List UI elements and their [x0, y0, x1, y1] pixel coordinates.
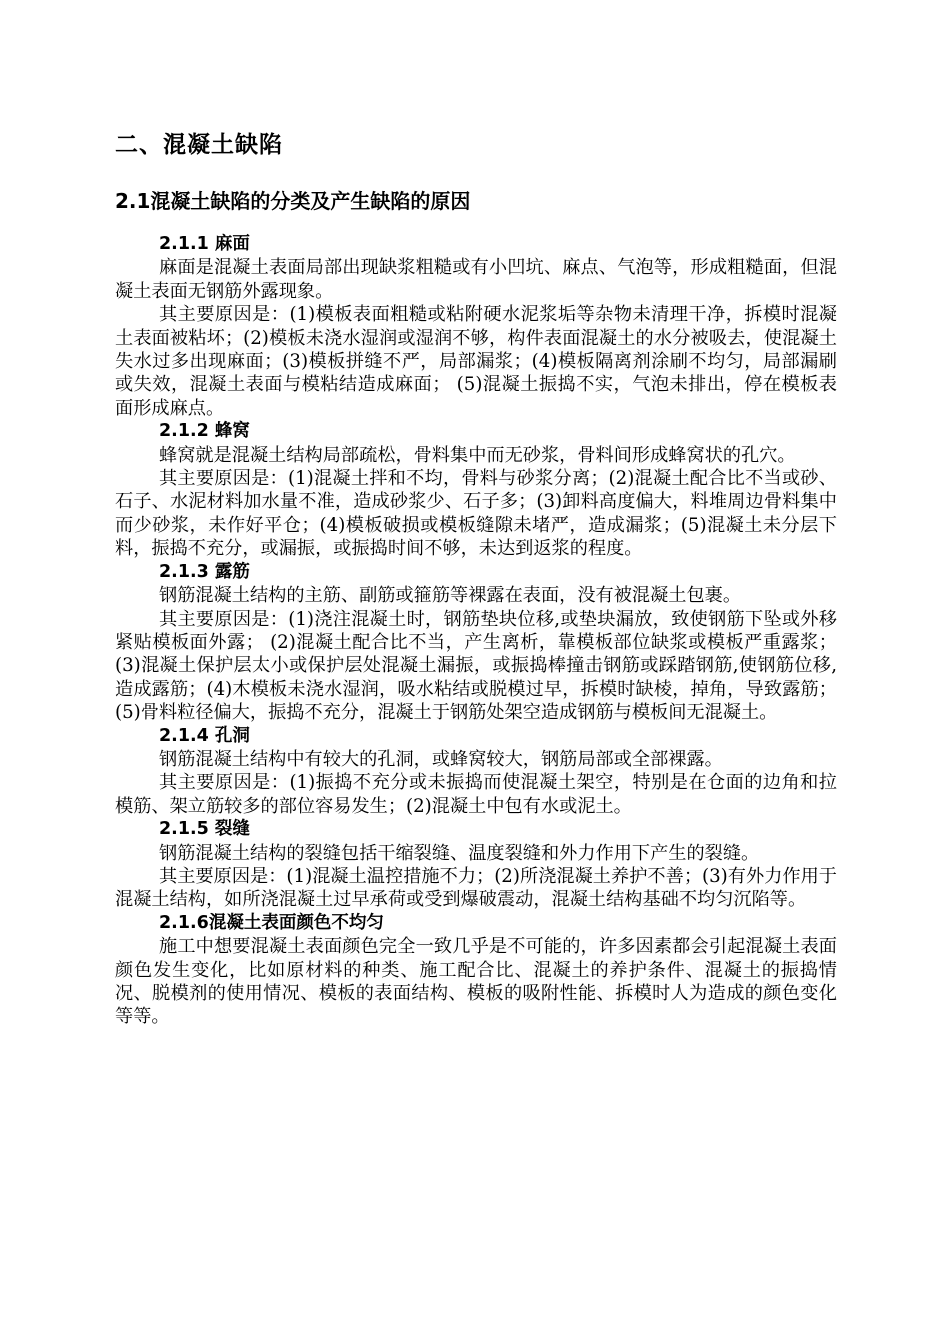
subsection-heading: 2.1.6混凝土表面颜色不均匀	[159, 912, 384, 933]
subsection-color-variation	[115, 912, 837, 1029]
subsection-heading: 2.1.3 露筋	[159, 561, 250, 582]
subsection-heading: 2.1.1 麻面	[159, 234, 250, 254]
chapter-title: 二、混凝土缺陷	[115, 132, 283, 158]
subsection-cracks	[115, 818, 837, 912]
definition-paragraph: 钢筋混凝土结构的裂缝包括干缩裂缝、温度裂缝和外力作用下产生的裂缝。	[159, 842, 760, 864]
subsection-exposed-rebar	[115, 561, 837, 725]
definition-paragraph: 钢筋混凝土结构的主筋、副筋或箍筋等裸露在表面，没有被混凝土包裹。	[159, 585, 742, 607]
definition-paragraph: 蜂窝就是混凝土结构局部疏松，骨料集中而无砂浆，骨料间形成蜂窝状的孔穴。	[159, 444, 796, 466]
causes-paragraph: 其主要原因是：(1)振捣不充分或未振捣而使混凝土架空，特别是在仓面的边角和拉模筋、架立筋较多的部位容易发生；(2)混凝土中包有水或泥土。	[115, 772, 837, 817]
definition-paragraph: 麻面是混凝土表面局部出现缺浆粗糙或有小凹坑、麻点、气泡等，形成粗糙面，但混凝土表面无钢筋外露现象。	[115, 257, 837, 302]
definition-paragraph: 钢筋混凝土结构中有较大的孔洞，或蜂窝较大，钢筋局部或全部裸露。	[159, 748, 723, 770]
document-body	[115, 233, 837, 1029]
causes-paragraph: 其主要原因是：(1)模板表面粗糙或粘附硬水泥浆垢等杂物未清理干净，拆模时混凝土表面被粘坏；(2)模板未浇水湿润或湿润不够，构件表面混凝土的水分被吸去，使混凝土失水过多出现麻面；(3)模板拼缝不严，局部漏浆；(4)模板隔离剂涂刷不均匀，局部漏刷或失效，混凝土表面与模粘结造成麻面； (5)混凝土振捣不实，气泡未排出，停在模板表面形成麻点。	[115, 304, 837, 419]
definition-paragraph: 施工中想要混凝土表面颜色完全一致几乎是不可能的，许多因素都会引起混凝土表面颜色发生变化，比如原材料的种类、施工配合比、混凝土的养护条件、混凝土的振捣情况、脱模剂的使用情况、模板的表面结构、模板的吸附性能、拆模时人为造成的颜色变化等等。	[115, 936, 837, 1028]
causes-paragraph: 其主要原因是：(1)混凝土温控措施不力；(2)所浇混凝土养护不善；(3)有外力作用于混凝土结构，如所浇混凝土过早承荷或受到爆破震动，混凝土结构基础不均匀沉陷等。	[115, 865, 837, 911]
subsection-heading: 2.1.4 孔洞	[159, 725, 250, 746]
subsection-heading: 2.1.5 裂缝	[159, 819, 250, 840]
causes-paragraph: 其主要原因是：(1)混凝土拌和不均，骨料与砂浆分离；(2)混凝土配合比不当或砂、石子、水泥材料加水量不准，造成砂浆少、石子多；(3)卸料高度偏大，料堆周边骨料集中而少砂浆，未作好平仓；(4)模板破损或模板缝隙未堵严，造成漏浆；(5)混凝土未分层下料，振捣不充分，或漏振，或振捣时间不够，未达到返浆的程度。	[115, 468, 837, 560]
causes-paragraph: 其主要原因是：(1)浇注混凝土时，钢筋垫块位移,或垫块漏放，致使钢筋下坠或外移紧贴模板面外露； (2)混凝土配合比不当，产生离析，靠模板部位缺浆或模板严重露浆；(3)混凝土保护层太小或保护层处混凝土漏振，或振捣棒撞击钢筋或踩踏钢筋,使钢筋位移,造成露筋；(4)木模板未浇水湿润，吸水粘结或脱模过早，拆模时缺棱，掉角，导致露筋；(5)骨料粒径偏大，振捣不充分，混凝土于钢筋处架空造成钢筋与模板间无混凝土。	[115, 608, 837, 724]
subsection-holes	[115, 725, 837, 819]
section-title: 2.1混凝土缺陷的分类及产生缺陷的原因	[115, 189, 471, 213]
subsection-pitting	[115, 233, 837, 420]
subsection-heading: 2.1.2 蜂窝	[159, 421, 250, 442]
subsection-honeycomb	[115, 420, 837, 560]
